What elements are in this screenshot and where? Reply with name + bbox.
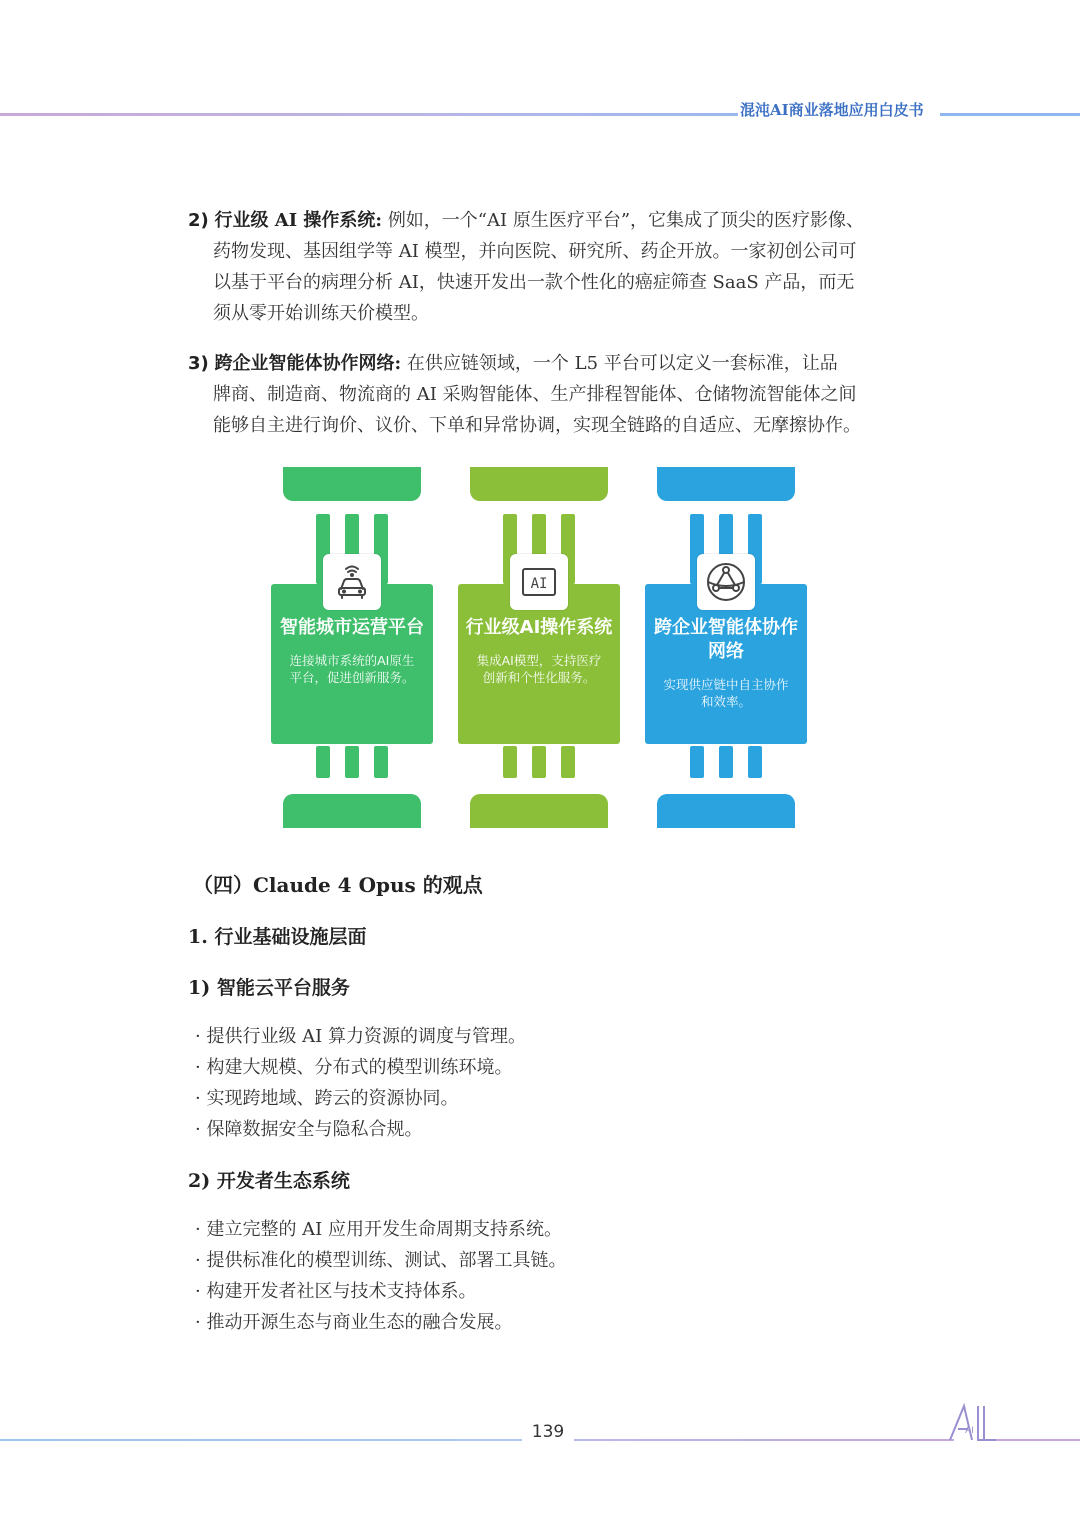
- footer-rule-far: [996, 1439, 1080, 1441]
- list-item: · 推动开源生态与商业生态的融合发展。: [195, 1307, 566, 1338]
- item-text-line: 须从零开始训练天价模型。: [213, 303, 429, 324]
- pillar-cap-bottom: [470, 794, 608, 828]
- pillar-cap-top: [657, 467, 795, 501]
- list-item: · 保障数据安全与隐私合规。: [195, 1114, 526, 1145]
- header-rule-right: [940, 113, 1080, 116]
- pillar-bar: [748, 746, 762, 778]
- card-desc: 集成AI模型，支持医疗创新和个性化服务。: [476, 653, 602, 685]
- ai-chip-label: AI: [530, 576, 548, 592]
- car-wifi-icon: [323, 554, 381, 610]
- header-rule-left: [0, 113, 738, 116]
- ai-logo-label: AI: [965, 1426, 974, 1436]
- card-desc: 实现供应链中自主协作和效率。: [663, 677, 789, 709]
- heading-infrastructure: 1. 行业基础设施层面: [188, 926, 367, 948]
- paragraph-industry-os: [188, 205, 938, 329]
- bullet-list-developer: [195, 1214, 566, 1338]
- footer-rule-right: [574, 1439, 954, 1441]
- subheading-cloud-platform: 1) 智能云平台服务: [188, 977, 350, 999]
- item-number: 2): [188, 210, 209, 231]
- list-item: · 提供标准化的模型训练、测试、部署工具链。: [195, 1245, 566, 1276]
- card-desc: 连接城市系统的AI原生平台，促进创新服务。: [289, 653, 415, 685]
- item-lead: 跨企业智能体协作网络:: [214, 353, 402, 374]
- card-title: 行业级AI操作系统: [465, 617, 613, 638]
- item-text-line: 能够自主进行询价、议价、下单和异常协调，实现全链路的自适应、无摩擦协作。: [213, 415, 861, 436]
- card-title: 智能城市运营平台: [280, 617, 424, 638]
- ai-chip-icon: [510, 554, 568, 610]
- pillar-bar: [532, 746, 546, 778]
- section-title: （四）Claude 4 Opus 的观点: [193, 873, 483, 897]
- bullet-list-cloud: [195, 1021, 526, 1145]
- pillar-cap-bottom: [657, 794, 795, 828]
- list-item: · 构建开发者社区与技术支持体系。: [195, 1276, 566, 1307]
- item-text: 例如，一个“AI 原生医疗平台”，它集成了顶尖的医疗影像、: [387, 210, 865, 231]
- page-number: 139: [531, 1422, 565, 1442]
- pillar-bar: [345, 746, 359, 778]
- item-lead: 行业级 AI 操作系统:: [214, 210, 383, 231]
- footer-rule-left: [0, 1439, 522, 1441]
- list-item: · 提供行业级 AI 算力资源的调度与管理。: [195, 1021, 526, 1052]
- subheading-developer-ecosystem: 2) 开发者生态系统: [188, 1170, 350, 1192]
- item-text-line: 药物发现、基因组学等 AI 模型，并向医院、研究所、药企开放。一家初创公司可: [213, 241, 857, 262]
- pillar-bar: [374, 746, 388, 778]
- item-number: 3): [188, 353, 209, 374]
- list-item: · 建立完整的 AI 应用开发生命周期支持系统。: [195, 1214, 566, 1245]
- pillar-bar: [719, 746, 733, 778]
- item-text-line: 牌商、制造商、物流商的 AI 采购智能体、生产排程智能体、仓储物流智能体之间: [213, 384, 857, 405]
- pillar-cap-top: [470, 467, 608, 501]
- pillar-cap-top: [283, 467, 421, 501]
- paragraph-agent-network: [188, 348, 938, 441]
- list-item: · 构建大规模、分布式的模型训练环境。: [195, 1052, 526, 1083]
- pillar-bar: [316, 746, 330, 778]
- pillar-bar: [561, 746, 575, 778]
- item-text: 在供应链领域，一个 L5 平台可以定义一套标准，让品: [406, 353, 838, 374]
- list-item: · 实现跨地域、跨云的资源协同。: [195, 1083, 526, 1114]
- header-title: 混沌AI商业落地应用白皮书: [740, 101, 924, 119]
- item-text-line: 以基于平台的病理分析 AI，快速开发出一款个性化的癌症筛查 SaaS 产品，而无: [213, 272, 855, 293]
- card-title: 跨企业智能体协作网络: [654, 617, 798, 662]
- pillar-bar: [503, 746, 517, 778]
- ai-logo-icon: [948, 1403, 998, 1447]
- pillar-bar: [690, 746, 704, 778]
- pillar-cap-bottom: [283, 794, 421, 828]
- network-icon: [697, 554, 755, 610]
